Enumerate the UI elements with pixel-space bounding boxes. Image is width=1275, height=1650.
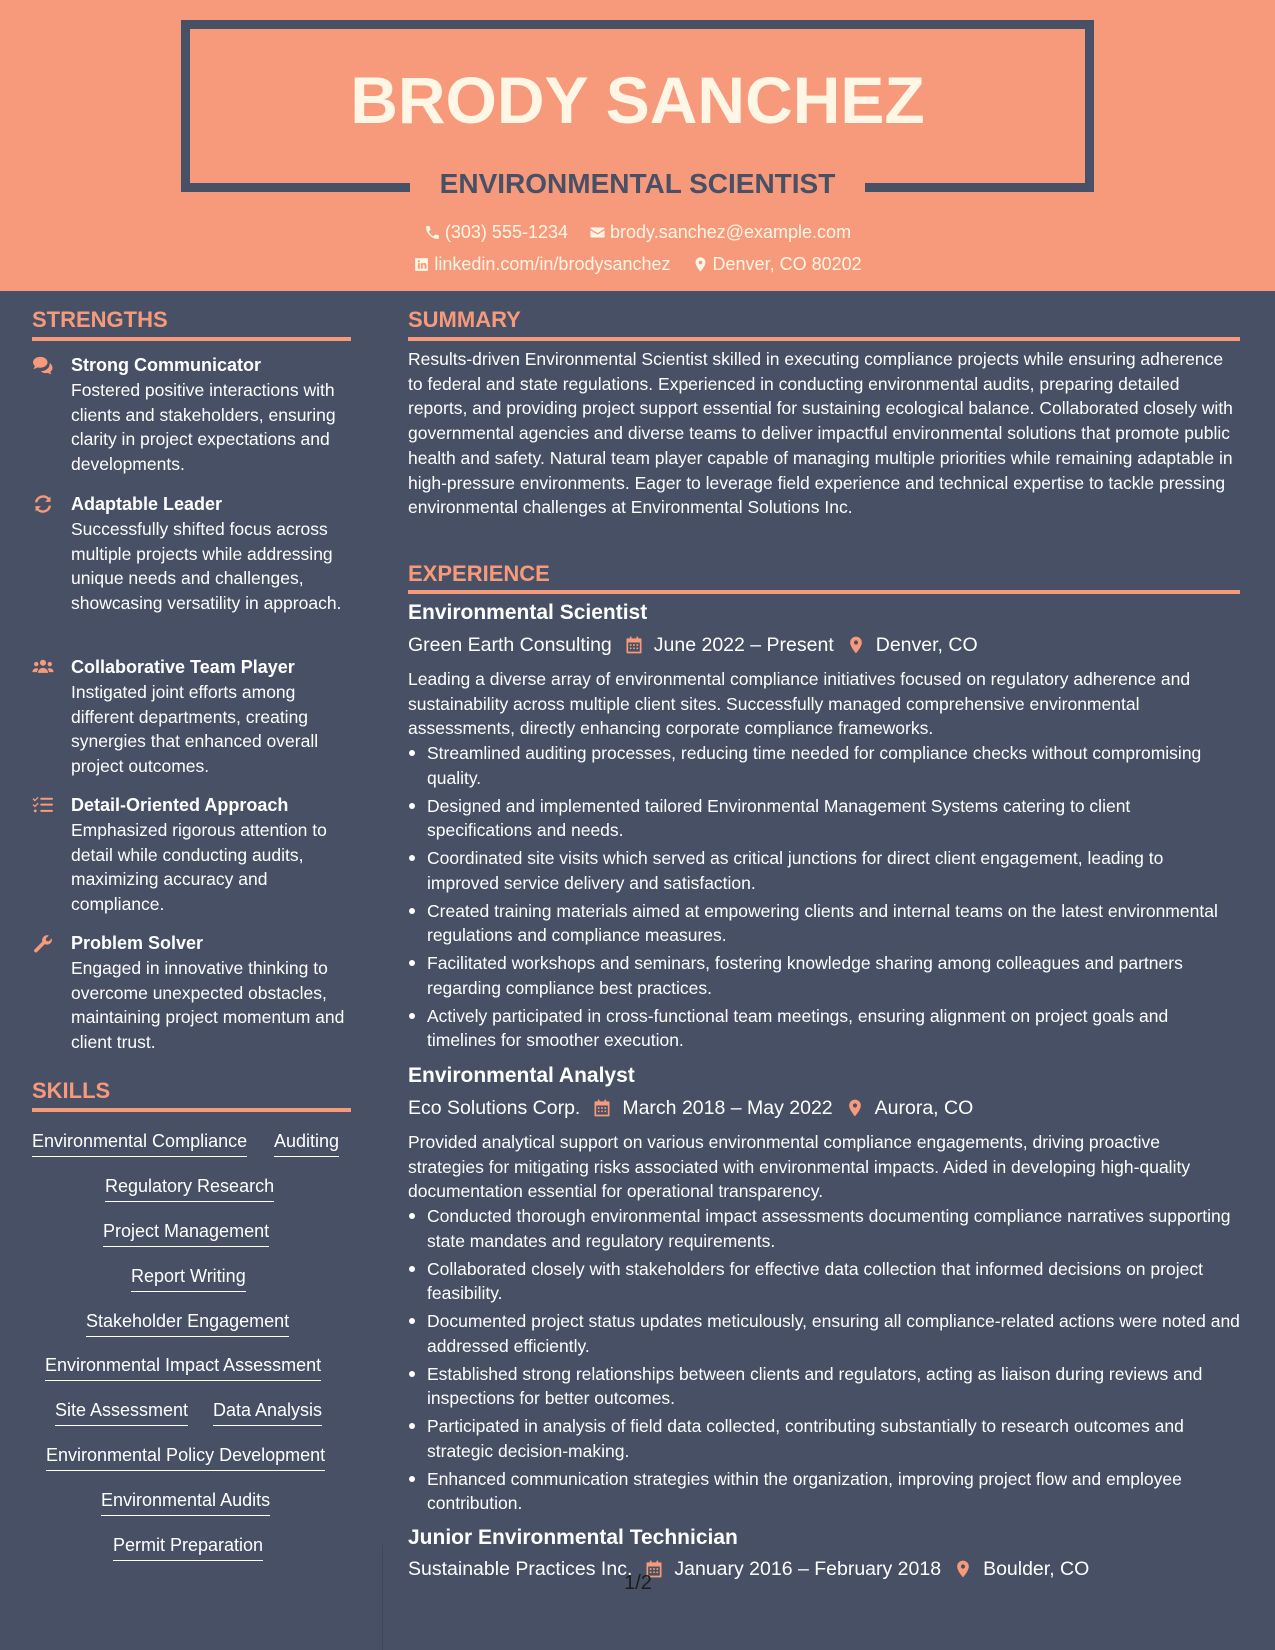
job-description: Provided analytical support on various environmental compliance engagements, driving proactive strategies for mitigating risks associated with environmental impacts. Aided in developing high-quality documentation essential for operational transparency. xyxy=(408,1132,1191,1202)
job-location: Denver, CO xyxy=(875,634,978,656)
strength-title: Detail-Oriented Approach xyxy=(71,795,289,815)
strength-title: Strong Communicator xyxy=(71,355,262,375)
calendar-icon xyxy=(624,635,644,655)
candidate-title: ENVIRONMENTAL SCIENTIST xyxy=(439,168,836,199)
location-text: Denver, CO 80202 xyxy=(712,254,862,274)
summary-heading: SUMMARY xyxy=(408,307,521,332)
summary-text: Results-driven Environmental Scientist skilled in executing compliance projects while ensuring adherence to federal and state regulations. Experienced in conducting environmental audits, preparing detailed reports, and providing project support essential for sustaining ecological balance. Collaborated closely with governmental agencies and diverse teams to deliver impactful environmental solutions that promote public health and safety. Natural team player capable of managing multiple priorities while remaining adaptable in high-pressure environments. Eager to leverage field experience and technical expertise to tackle pressing environmental challenges at Environmental Solutions Inc. xyxy=(408,349,1233,518)
experience-rule xyxy=(408,590,1240,594)
skill-tag: Site Assessment xyxy=(55,1398,188,1426)
linkedin-icon xyxy=(413,256,430,273)
skill-tag: Auditing xyxy=(274,1129,339,1157)
job-bullets xyxy=(408,1204,1240,1519)
strengths-rule xyxy=(32,337,351,341)
strength-description: Emphasized rigorous attention to detail while conducting audits, maximizing accuracy and compliance. xyxy=(71,820,327,914)
contact-phone[interactable] xyxy=(424,220,568,244)
column-divider xyxy=(382,1545,383,1650)
email-text: brody.sanchez@example.com xyxy=(610,222,852,242)
map-marker-icon xyxy=(845,1098,865,1118)
strength-title: Collaborative Team Player xyxy=(71,657,295,677)
header-frame-left xyxy=(181,20,190,192)
job-title: Junior Environmental Technician xyxy=(408,1526,738,1549)
job-dates: January 2016 – February 2018 xyxy=(674,1558,942,1580)
contact-location xyxy=(692,252,862,276)
page-indicator: 1/2 xyxy=(624,1572,652,1594)
skill-tag: Report Writing xyxy=(131,1264,246,1292)
list-check-icon xyxy=(32,795,56,815)
phone-icon xyxy=(424,224,441,241)
summary-rule xyxy=(408,337,1240,341)
refresh-icon xyxy=(32,494,56,514)
skill-tag: Project Management xyxy=(103,1219,269,1247)
job-company: Sustainable Practices Inc. xyxy=(408,1558,633,1580)
strength-description: Fostered positive interactions with clients and stakeholders, ensuring clarity in project expectations and developments. xyxy=(71,380,336,474)
job-meta xyxy=(408,632,978,658)
job-meta xyxy=(408,1095,973,1121)
bullet-item: Enhanced communication strategies within the organization, improving project flow and employee contribution. xyxy=(408,1467,1240,1516)
header-frame-bottom-right xyxy=(865,183,1094,192)
map-marker-icon xyxy=(953,1559,973,1579)
job-description: Leading a diverse array of environmental compliance initiatives focused on regulatory adherence and sustainability across multiple client sites. Successfully managed comprehensive environmental assessments, directly enhancing corporate compliance frameworks. xyxy=(408,669,1191,739)
job-dates: June 2022 – Present xyxy=(653,634,834,656)
header-frame xyxy=(181,20,1094,29)
job-location: Boulder, CO xyxy=(983,1558,1090,1580)
bullet-item: Participated in analysis of field data collected, contributing substantially to research outcomes and strategic decision-making. xyxy=(408,1414,1240,1463)
strength-description: Engaged in innovative thinking to overcome unexpected obstacles, maintaining project momentum and client trust. xyxy=(71,958,345,1052)
wrench-icon xyxy=(32,933,56,953)
experience-heading: EXPERIENCE xyxy=(408,561,550,586)
resume-header xyxy=(0,0,1275,291)
bullet-item: Facilitated workshops and seminars, fostering knowledge sharing among colleagues and partners regarding compliance best practices. xyxy=(408,951,1240,1000)
bullet-item: Documented project status updates meticulously, ensuring all compliance-related actions were noted and addressed efficiently. xyxy=(408,1309,1240,1358)
envelope-icon xyxy=(589,224,606,241)
job-company: Green Earth Consulting xyxy=(408,634,612,656)
strength-title: Adaptable Leader xyxy=(71,494,223,514)
calendar-icon xyxy=(592,1098,612,1118)
skill-tag: Stakeholder Engagement xyxy=(86,1309,289,1337)
job-location: Aurora, CO xyxy=(874,1097,974,1119)
contact-row-1 xyxy=(0,220,1275,247)
candidate-name: BRODY SANCHEZ xyxy=(350,63,925,137)
map-marker-icon xyxy=(692,256,709,273)
contact-row-2 xyxy=(0,252,1275,279)
bullet-item: Designed and implemented tailored Environmental Management Systems catering to client specifications and needs. xyxy=(408,794,1240,843)
skill-tag: Environmental Compliance xyxy=(32,1129,247,1157)
skill-tag: Environmental Impact Assessment xyxy=(45,1353,321,1381)
bullet-item: Coordinated site visits which served as critical junctions for direct client engagement, leading to improved service delivery and satisfaction. xyxy=(408,846,1240,895)
skill-tag: Regulatory Research xyxy=(105,1174,274,1202)
job-bullets xyxy=(408,741,1240,1056)
header-frame-right xyxy=(1085,20,1094,192)
strengths-heading: STRENGTHS xyxy=(32,307,168,332)
bullet-item: Collaborated closely with stakeholders for effective data collection that informed decisions on project feasibility. xyxy=(408,1257,1240,1306)
skill-tag: Environmental Audits xyxy=(101,1488,270,1516)
job-title: Environmental Analyst xyxy=(408,1064,635,1087)
header-frame-bottom-left xyxy=(181,183,410,192)
skills-heading: SKILLS xyxy=(32,1078,111,1103)
bullet-item: Streamlined auditing processes, reducing time needed for compliance checks without compromising quality. xyxy=(408,741,1240,790)
bullet-item: Established strong relationships between clients and regulators, acting as liaison during reviews and inspections for better outcomes. xyxy=(408,1362,1240,1411)
phone-text: (303) 555-1234 xyxy=(444,222,568,242)
users-icon xyxy=(32,657,56,677)
contact-email[interactable] xyxy=(589,220,851,244)
job-dates: March 2018 – May 2022 xyxy=(622,1097,833,1119)
skill-tag: Permit Preparation xyxy=(113,1533,263,1561)
comments-icon xyxy=(32,355,56,375)
job-company: Eco Solutions Corp. xyxy=(408,1097,581,1119)
linkedin-text: linkedin.com/in/brodysanchez xyxy=(434,254,671,274)
job-title: Environmental Scientist xyxy=(408,601,648,624)
map-marker-icon xyxy=(846,635,866,655)
strength-description: Successfully shifted focus across multiple projects while addressing unique needs and challenges, showcasing versatility in approach. xyxy=(71,519,342,613)
bullet-item: Actively participated in cross-functional team meetings, ensuring alignment on project goals and timelines for smoother execution. xyxy=(408,1004,1240,1053)
skills-rule xyxy=(32,1108,351,1112)
bullet-item: Created training materials aimed at empowering clients and internal teams on the latest environmental regulations and compliance measures. xyxy=(408,899,1240,948)
strength-description: Instigated joint efforts among different departments, creating synergies that enhanced overall project outcomes. xyxy=(71,682,319,776)
job-meta xyxy=(408,1556,1089,1582)
bullet-item: Conducted thorough environmental impact assessments documenting compliance narratives supporting state mandates and regulatory requirements. xyxy=(408,1204,1240,1253)
contact-linkedin[interactable] xyxy=(413,252,670,276)
strength-title: Problem Solver xyxy=(71,933,204,953)
skill-tag: Data Analysis xyxy=(213,1398,322,1426)
skill-tag: Environmental Policy Development xyxy=(46,1443,325,1471)
